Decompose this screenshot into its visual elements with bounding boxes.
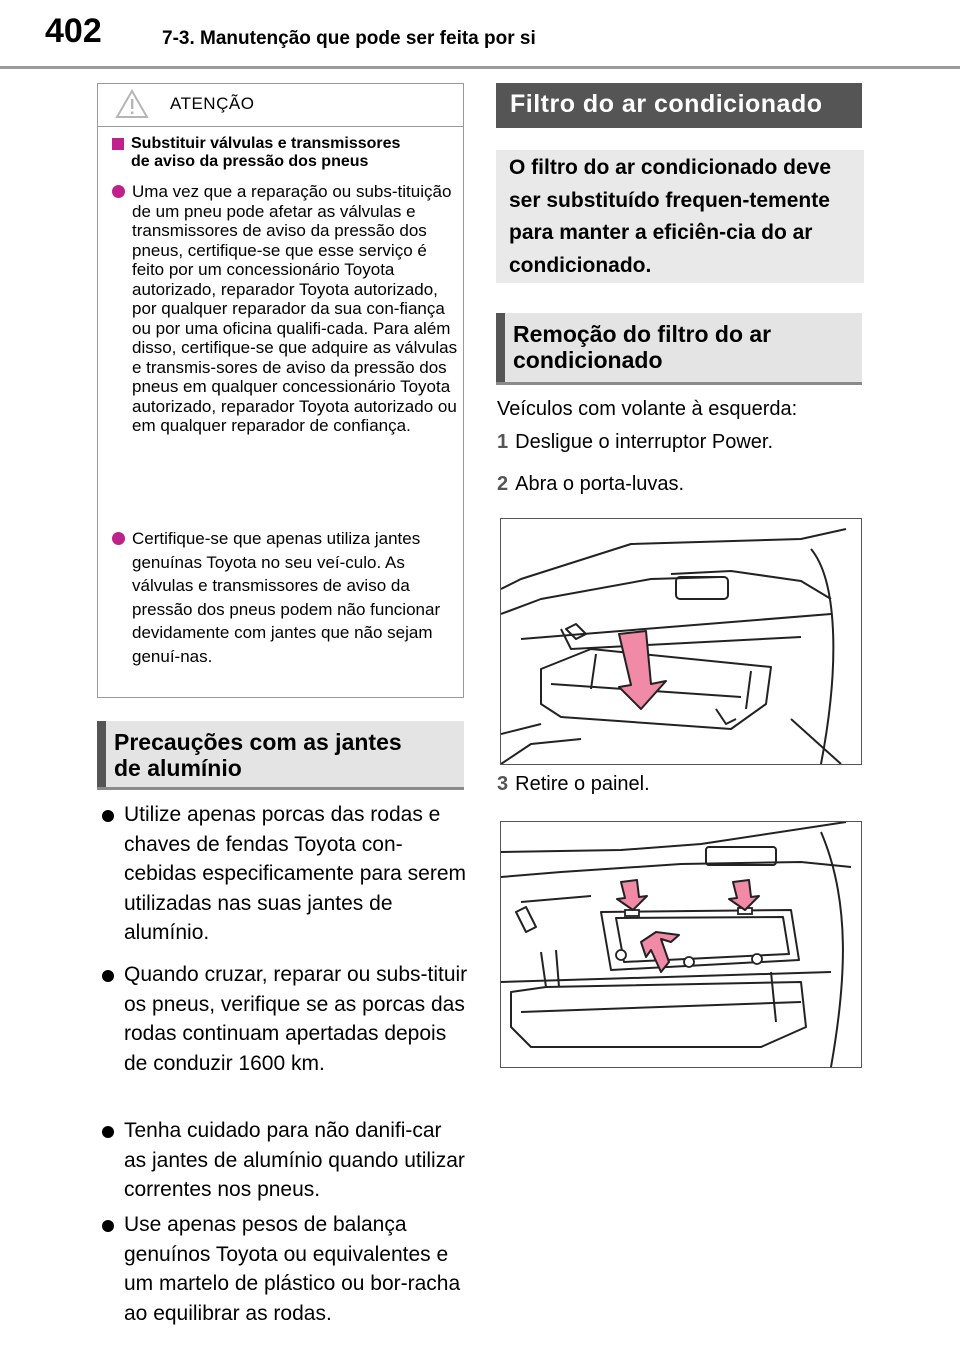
filter-heading-text: Filtro do ar condicionado [510,90,823,118]
header-rule [0,66,960,69]
warning-bullet-text: Certifique-se que apenas utiliza jantes genuínas Toyota no seu veí-culo. As válvulas e transmissores de aviso da pressão dos pneus podem não funcionar devidamente com jantes que não sejam genuí-nas. [132,529,441,666]
removal-heading-line2: condicionado [513,347,663,373]
down-arrow-icon [619,631,666,709]
bullet-dot-icon [102,970,114,982]
warning-subtitle-line2: de aviso da pressão dos pneus [131,153,369,170]
precautions-heading [97,721,464,790]
circle-bullet-icon [112,532,125,545]
warning-bullet-text: Uma vez que a reparação ou subs-tituição de um pneu pode afetar as válvulas e transmissores de aviso da pressão dos pneus, certifique-se que esse serviço é feito por um concessionário Toyota autorizado, reparador Toyota autorizado, por qualquer reparador da sua con-fiança ou por uma oficina qualifi-cada. Para além disso, certifique-se que adquire as válvulas e transmis-sores de aviso da pressão dos pneus em qualquer concessionário Toyota autorizado, reparador Toyota autorizado ou em qualquer reparador de confiança. [132,182,458,435]
step-item [497,472,684,496]
removal-heading-line1: Remoção do filtro do ar [513,321,772,347]
step-text: Abra o porta-luvas. [515,473,685,495]
filter-section-heading [496,83,862,128]
precautions-heading-line2: de alumínio [114,755,242,781]
step-number: 2 [497,473,509,495]
intro-box [496,150,864,283]
warning-triangle-icon [114,88,150,125]
step-text: Retire o painel. [515,773,650,795]
intro-text: O filtro do ar condicionado deve ser substituído frequen-temente para manter a eficiên-cia do ar condicionado. [509,156,832,277]
step-text: Desligue o interruptor Power. [515,431,774,453]
precautions-heading-line1: Precauções com as jantes [114,729,402,755]
step-number: 3 [497,773,509,795]
bullet-dot-icon [102,1126,114,1138]
down-arrow-icon [617,880,647,910]
step-item [497,772,650,796]
step-item [497,430,773,454]
warning-header [98,84,463,127]
warning-box [97,83,464,698]
bullet-dot-icon [102,810,114,822]
list-item-text: Use apenas pesos de balança genuínos Toyota ou equivalentes e um martelo de plástico ou bor-racha ao equilibrar as rodas. [124,1213,461,1325]
list-item-text: Utilize apenas porcas das rodas e chaves de fendas Toyota con-cebidas especificamente para serem utilizadas nas suas jantes de alumínio. [124,803,467,944]
square-bullet-icon [112,138,124,150]
list-item-text: Quando cruzar, reparar ou subs-tituir os pneus, verifique se as porcas das rodas continuam apertadas depois de conduzir 1600 km. [124,963,468,1075]
bullet-dot-icon [102,1220,114,1232]
list-item-text: Tenha cuidado para não danifi-car as jantes de alumínio quando utilizar correntes nos pneus. [124,1119,465,1201]
removal-heading [496,313,862,385]
panel-removal-illustration [500,821,862,1068]
warning-subtitle-line1: Substituir válvulas e transmissores [131,135,401,152]
chapter-title: 7-3. Manutenção que pode ser feita por si [162,28,536,49]
vehicles-note: Veículos com volante à esquerda: [497,398,798,420]
step-number: 1 [497,431,509,453]
down-arrow-icon [729,880,759,910]
page-number: 402 [45,12,102,50]
warning-title: ATENÇÃO [170,94,255,113]
glove-box-illustration [500,518,862,765]
circle-bullet-icon [112,185,125,198]
